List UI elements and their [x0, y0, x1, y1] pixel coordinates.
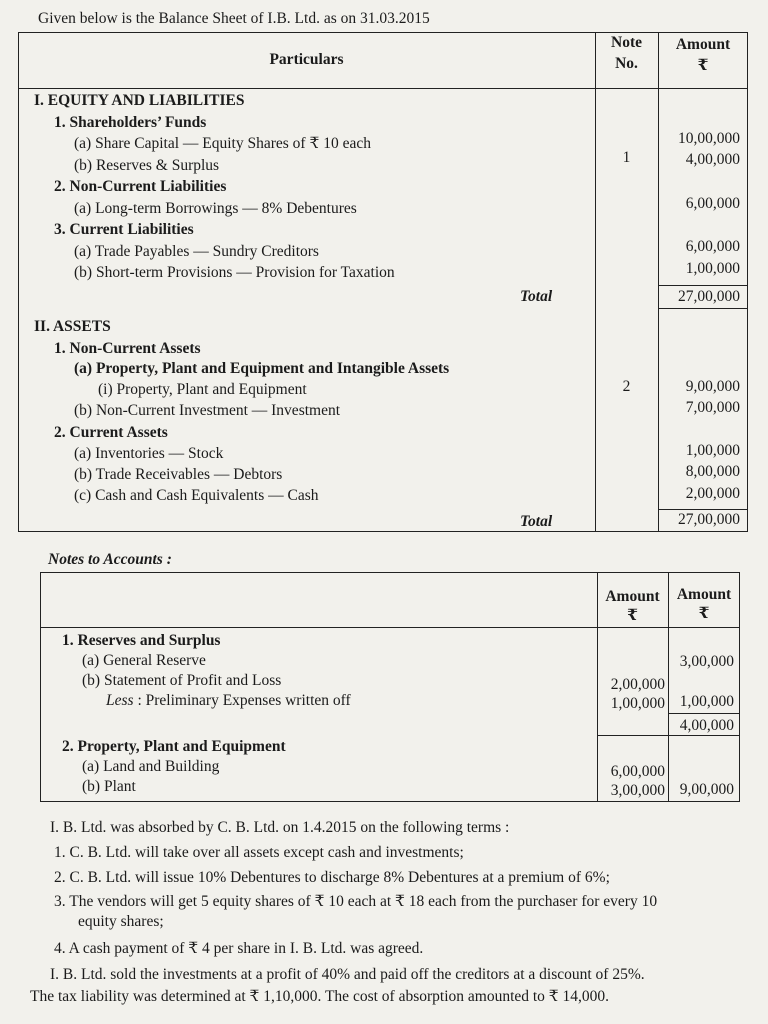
non-current-assets-label: 1. Non-Current Assets — [54, 340, 201, 357]
note1-amount-profit-loss: 2,00,000 — [610, 676, 665, 693]
notes-section-divider — [597, 735, 740, 736]
reserves-surplus-label: (b) Reserves & Surplus — [74, 157, 220, 174]
current-liabilities-label: 3. Current Liabilities — [54, 221, 194, 238]
closing-paragraph-line1: I. B. Ltd. sold the investments at a profit of 40% and paid off the creditors at a discount of 25%. — [50, 966, 645, 983]
intro-text: Given below is the Balance Sheet of I.B. Ltd. as on 31.03.2015 — [38, 10, 430, 27]
notes-header-bottom-line — [40, 627, 740, 628]
closing-paragraph-line2: The tax liability was determined at ₹ 1,10,000. The cost of absorption amounted to ₹ 14,000. — [30, 988, 610, 1005]
bs-col-divider-note — [595, 32, 596, 532]
short-term-provisions-label: (b) Short-term Provisions — Provision for Taxation — [74, 264, 395, 281]
notes-header-rupee-2: ₹ — [698, 605, 710, 622]
general-reserve-label: (a) General Reserve — [82, 652, 206, 669]
term-4: 4. A cash payment of ₹ 4 per share in I. B. Ltd. was agreed. — [54, 940, 424, 957]
shareholders-funds-label: 1. Shareholders’ Funds — [54, 114, 207, 131]
note1-amount-preliminary: 1,00,000 — [610, 695, 665, 712]
term-2: 2. C. B. Ltd. will issue 10% Debentures to discharge 8% Debentures at a premium of 6%; — [54, 869, 610, 886]
amount-debentures: 6,00,000 — [685, 195, 740, 212]
term-3-line1: 3. The vendors will get 5 equity shares of ₹ 10 each at ₹ 18 each from the purchaser for every 10 — [54, 893, 658, 910]
section-assets-heading: II. ASSETS — [34, 318, 111, 335]
plant-label: (b) Plant — [82, 778, 136, 795]
cash-equivalents-label: (c) Cash and Cash Equivalents — Cash — [74, 487, 319, 504]
non-current-liabilities-label: 2. Non-Current Liabilities — [54, 178, 227, 195]
note1-amount-net: 1,00,000 — [679, 693, 734, 710]
amount-provision-taxation: 1,00,000 — [685, 260, 740, 277]
long-term-borrowings-label: (a) Long-term Borrowings — 8% Debentures — [74, 200, 357, 217]
bs-header-particulars: Particulars — [269, 51, 344, 68]
amount-cash: 2,00,000 — [685, 485, 740, 502]
note1-amount-general-reserve: 3,00,000 — [679, 653, 734, 670]
total-amount-1: 27,00,000 — [678, 288, 740, 305]
non-current-investment-label: (b) Non-Current Investment — Investment — [74, 402, 341, 419]
note1-total: 4,00,000 — [679, 717, 734, 734]
trade-payables-label: (a) Trade Payables — Sundry Creditors — [74, 243, 319, 260]
bs-total1-top-line — [658, 285, 748, 286]
bs-header-note-line1: Note — [611, 34, 642, 51]
less-rest-text: : Preliminary Expenses written off — [133, 692, 351, 709]
notes-header-amount-2: Amount — [676, 586, 732, 603]
bs-header-bottom-line — [18, 88, 748, 89]
profit-loss-label: (b) Statement of Profit and Loss — [82, 672, 282, 689]
total-amount-2: 27,00,000 — [678, 511, 740, 528]
ppe-label: (i) Property, Plant and Equipment — [98, 381, 307, 398]
amount-stock: 1,00,000 — [685, 442, 740, 459]
section-equity-liabilities-heading: I. EQUITY AND LIABILITIES — [34, 92, 245, 109]
bs-total1-bottom-line — [658, 308, 748, 309]
notes-title: Notes to Accounts : — [48, 551, 172, 568]
bs-header-note-line2: No. — [615, 55, 638, 72]
amount-debtors: 8,00,000 — [685, 463, 740, 480]
notes-total-top-line — [668, 713, 740, 714]
total-label-2: Total — [520, 513, 553, 530]
current-assets-label: 2. Current Assets — [54, 424, 168, 441]
total-label-1: Total — [520, 288, 553, 305]
land-building-label: (a) Land and Building — [82, 758, 220, 775]
term-1: 1. C. B. Ltd. will take over all assets except cash and investments; — [54, 844, 464, 861]
less-word: Less — [106, 692, 134, 709]
inventories-label: (a) Inventories — Stock — [74, 445, 224, 462]
note2-amount-land: 6,00,000 — [610, 763, 665, 780]
share-capital-label: (a) Share Capital — Equity Shares of ₹ 10 each — [74, 135, 371, 152]
amount-reserves-surplus: 4,00,000 — [685, 151, 740, 168]
note1-title: 1. Reserves and Surplus — [62, 632, 221, 649]
note2-title: 2. Property, Plant and Equipment — [62, 738, 286, 755]
notes-header-rupee-1: ₹ — [627, 607, 638, 624]
notes-header-amount-1: Amount — [605, 588, 660, 605]
less-preliminary-expenses-label — [106, 692, 351, 710]
note-no-1: 1 — [622, 149, 631, 166]
amount-investment: 7,00,000 — [685, 399, 740, 416]
bs-header-amount-line2: ₹ — [697, 57, 709, 74]
amount-creditors: 6,00,000 — [685, 238, 740, 255]
bs-header-amount-line1: Amount — [675, 36, 731, 53]
trade-receivables-label: (b) Trade Receivables — Debtors — [74, 466, 283, 483]
term-3-line2: equity shares; — [78, 913, 164, 930]
note-no-2: 2 — [622, 378, 631, 395]
bs-total2-top-line — [658, 509, 748, 510]
terms-intro-paragraph: I. B. Ltd. was absorbed by C. B. Ltd. on 1.4.2015 on the following terms : — [50, 819, 510, 836]
amount-ppe: 9,00,000 — [685, 378, 740, 395]
ppe-intangible-label: (a) Property, Plant and Equipment and Intangible Assets — [74, 360, 450, 377]
note2-total: 9,00,000 — [679, 781, 734, 798]
amount-share-capital: 10,00,000 — [678, 130, 740, 147]
note2-amount-plant: 3,00,000 — [610, 782, 665, 799]
